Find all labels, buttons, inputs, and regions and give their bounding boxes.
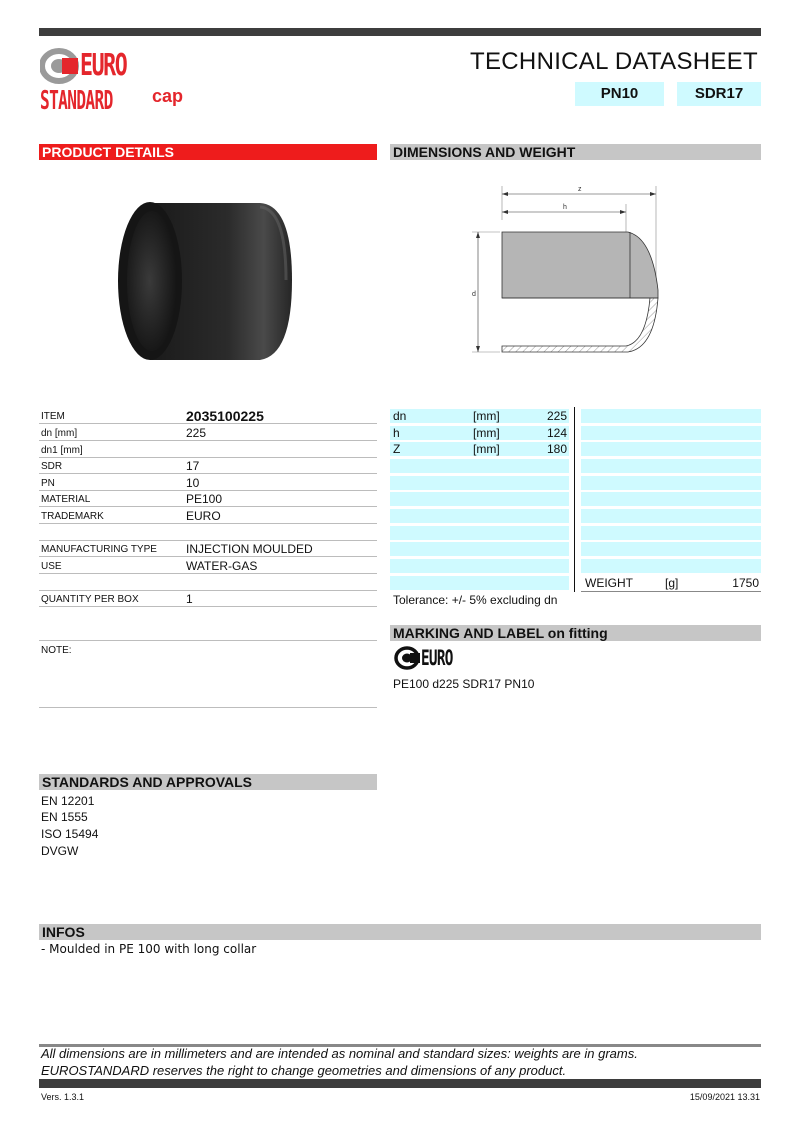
- tolerance-note: Tolerance: +/- 5% excluding dn: [393, 593, 558, 607]
- spec-value: 225: [186, 426, 207, 440]
- footer-disclaimer-2: EUROSTANDARD reserves the right to change geometries and dimensions of any product.: [41, 1063, 567, 1078]
- dimension-cell: [390, 509, 569, 523]
- brand-logo: [40, 46, 140, 120]
- z-label: z: [578, 186, 582, 193]
- version-label: Vers. 1.3.1: [41, 1092, 85, 1102]
- dimension-cell: [581, 409, 761, 423]
- dimension-cell: [581, 509, 761, 523]
- spec-row: [39, 475, 377, 491]
- d-label: d: [472, 291, 476, 298]
- dimension-cell: [390, 559, 569, 573]
- pn-badge: PN10: [575, 82, 664, 106]
- marking-logo: [394, 645, 468, 671]
- spec-label: SDR: [41, 461, 63, 472]
- page-title: TECHNICAL DATASHEET: [470, 48, 758, 75]
- h-label: h: [563, 204, 567, 211]
- spec-label: USE: [41, 561, 62, 572]
- note-divider: [39, 640, 377, 641]
- spec-row: [39, 591, 377, 607]
- spec-label: ITEM: [41, 411, 65, 422]
- dimension-name: Z: [393, 442, 401, 456]
- spec-row: [39, 408, 377, 424]
- weight-underline: [581, 591, 761, 592]
- dimension-unit: [mm]: [473, 409, 500, 423]
- spec-value: 10: [186, 476, 200, 490]
- spec-label: PN: [41, 478, 55, 489]
- info-item: - Moulded in PE 100 with long collar: [41, 942, 257, 956]
- dimension-cell: [390, 459, 569, 473]
- spec-label: QUANTITY PER BOX: [41, 594, 139, 605]
- standard-item: EN 12201: [41, 794, 95, 808]
- dimension-cell: [581, 459, 761, 473]
- dimensions-divider: [574, 407, 575, 592]
- spec-row: [39, 458, 377, 474]
- logo-word-euro: EURO: [80, 48, 127, 83]
- footer-disclaimer-1: All dimensions are in millimeters and are intended as nominal and standard sizes: weights are in grams.: [41, 1046, 638, 1061]
- spec-row: [39, 442, 377, 458]
- dimension-value: 124: [546, 426, 567, 440]
- dimension-cell: [581, 492, 761, 506]
- note-bottom-divider: [39, 707, 377, 708]
- dimension-name: dn: [393, 409, 407, 423]
- dimension-cell: [390, 576, 569, 590]
- dimension-cell: [581, 542, 761, 556]
- dimension-cell: [390, 476, 569, 490]
- section-standards: STANDARDS AND APPROVALS: [39, 774, 377, 790]
- top-bar: [39, 28, 761, 36]
- dimension-name: h: [393, 426, 400, 440]
- dimension-value: 225: [546, 409, 567, 423]
- spec-row: [39, 575, 377, 591]
- dimension-cell: [390, 526, 569, 540]
- spec-value: 17: [186, 459, 200, 473]
- spec-row: [39, 541, 377, 557]
- dimension-cell: [581, 559, 761, 573]
- spec-value: INJECTION MOULDED: [186, 542, 313, 556]
- technical-drawing: [468, 180, 668, 380]
- dimension-unit: [mm]: [473, 442, 500, 456]
- dimension-cell: [390, 542, 569, 556]
- spec-label: dn1 [mm]: [41, 445, 83, 456]
- timestamp: 15/09/2021 13.31: [689, 1092, 760, 1102]
- spec-value: WATER-GAS: [186, 559, 258, 573]
- spec-row: [39, 491, 377, 507]
- marking-logo-word: EURO: [421, 646, 453, 670]
- spec-label: MATERIAL: [41, 494, 91, 505]
- dimension-cell: [581, 426, 761, 440]
- section-dimensions-weight: DIMENSIONS AND WEIGHT: [390, 144, 761, 160]
- weight-label: WEIGHT: [585, 576, 633, 590]
- dimension-cell: [581, 442, 761, 456]
- dimension-unit: [mm]: [473, 426, 500, 440]
- spec-value: PE100: [186, 492, 223, 506]
- weight-value: 1750: [732, 576, 759, 590]
- spec-label: MANUFACTURING TYPE: [41, 544, 157, 555]
- dimension-cell: [581, 526, 761, 540]
- spec-row: [39, 558, 377, 574]
- section-marking: MARKING AND LABEL on fitting: [390, 625, 761, 641]
- section-product-details: PRODUCT DETAILS: [39, 144, 377, 160]
- spec-value: 1: [186, 592, 193, 606]
- dimension-cell: [390, 492, 569, 506]
- bottom-bar: [39, 1079, 761, 1088]
- spec-value: 2035100225: [186, 408, 264, 424]
- section-infos: INFOS: [39, 924, 761, 940]
- logo-word-standard: STANDARD: [40, 86, 113, 116]
- spec-label: TRADEMARK: [41, 511, 104, 522]
- standard-item: DVGW: [41, 844, 79, 858]
- standard-item: ISO 15494: [41, 827, 99, 841]
- product-name: cap: [152, 86, 184, 106]
- dimension-value: 180: [546, 442, 567, 456]
- spec-row: [39, 425, 377, 441]
- note-label: NOTE:: [41, 645, 72, 656]
- marking-text: PE100 d225 SDR17 PN10: [393, 677, 535, 691]
- spec-row: [39, 525, 377, 541]
- sdr-badge: SDR17: [677, 82, 761, 106]
- spec-row: [39, 508, 377, 524]
- spec-value: EURO: [186, 509, 221, 523]
- dimension-cell: [581, 476, 761, 490]
- weight-unit: [g]: [665, 576, 679, 590]
- product-image: [110, 195, 300, 370]
- standard-item: EN 1555: [41, 810, 88, 824]
- spec-label: dn [mm]: [41, 428, 78, 439]
